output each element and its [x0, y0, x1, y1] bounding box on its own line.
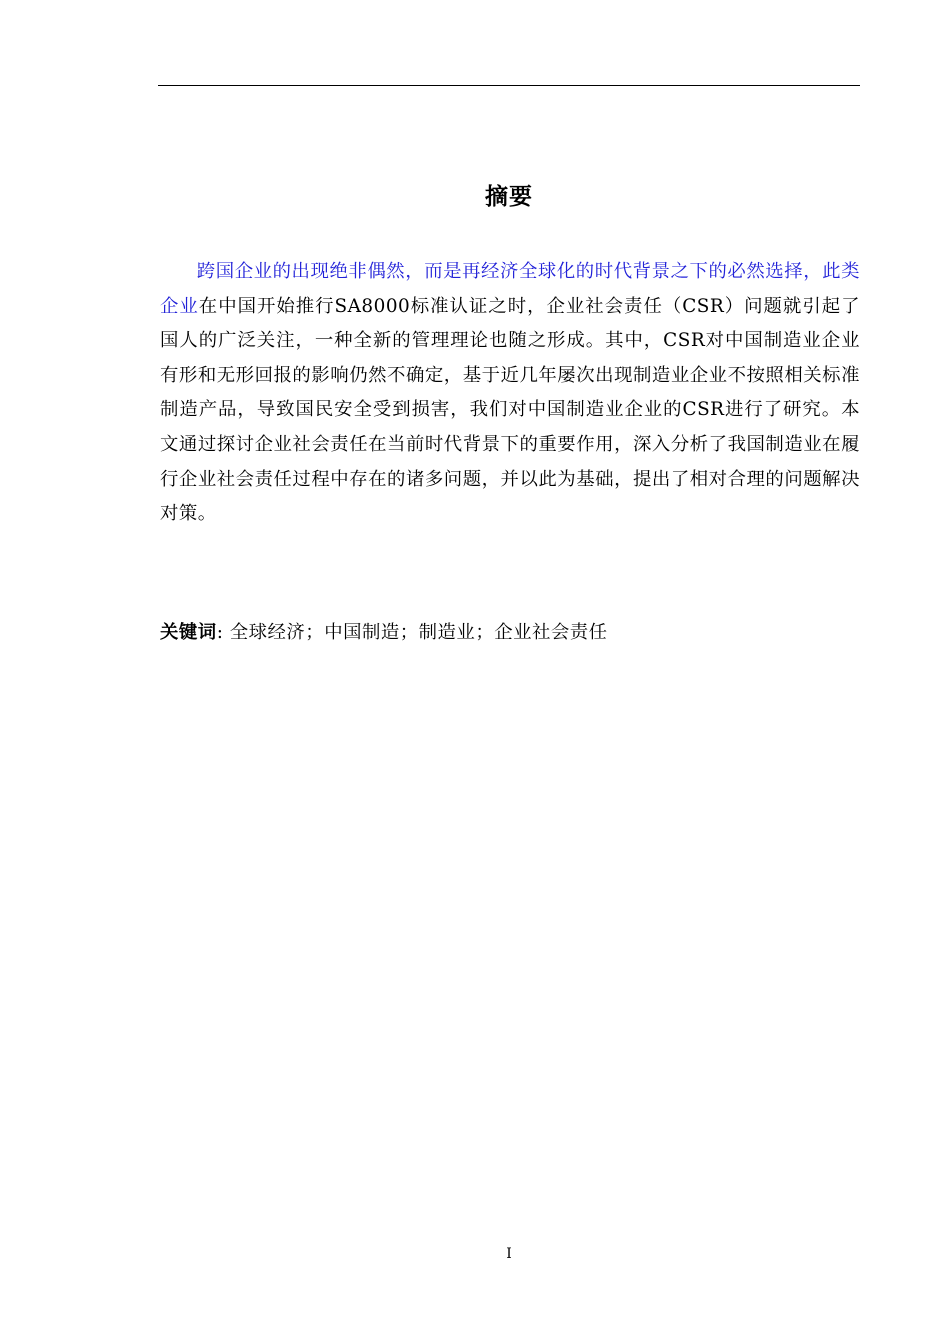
abstract-highlight-text: 跨国企业的出现绝非偶然，而是再经济全球化的时代背景之下的必然选择，此类企业 — [160, 261, 860, 317]
abstract-body-text: 在中国开始推行SA8000标准认证之时，企业社会责任（CSR）问题就引起了国人的广泛关注，一种全新的管理理论也随之形成。其中，CSR对中国制造业企业有形和无形回报的影响仍然不确定，基于近几年屡次出现制造业企业不按照相关标准制造产品，导致国民安全受到损害，我们对中国制造业企业的CSR进行了研究。本文通过探讨企业社会责任在当前时代背景下的重要作用，深入分析了我国制造业在履行企业社会责任过程中存在的诸多问题，并以此为基础，提出了相对合理的问题解决对策。 — [160, 295, 860, 525]
keywords-list: 全球经济；中国制造；制造业；企业社会责任 — [223, 622, 608, 643]
keywords-separator: : — [216, 622, 224, 643]
page-title: 摘要 — [485, 184, 533, 210]
keywords-label: 关键词 — [160, 622, 217, 643]
header-rule — [158, 85, 860, 86]
page-number: I — [506, 1246, 512, 1262]
keywords-line — [160, 616, 860, 650]
abstract-paragraph — [160, 255, 860, 532]
